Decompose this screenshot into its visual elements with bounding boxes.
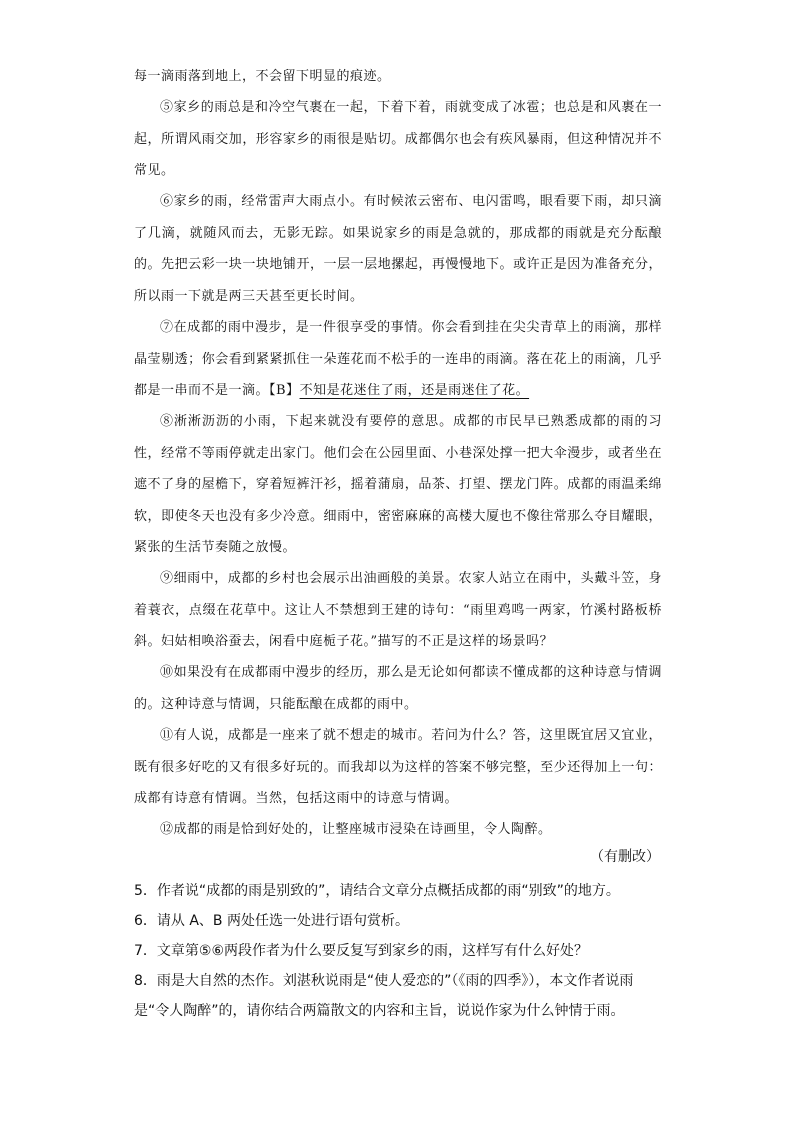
- question-5: 5．作者说“成都的雨是别致的”，请结合文章分点概括成都的雨“别致”的地方。: [134, 883, 620, 899]
- paragraph-9: ⑨细雨中，成都的乡村也会展示出油画般的美景。农家人站立在雨中，头戴斗笠，身着蓑衣，点缀在花草中。这让人不禁想到王建的诗句：“雨里鸡鸣一两家，竹溪村路板桥斜。妇姑相唤浴蚕去，闲看中庭栀子花。”描写的不正是这样的场景吗？: [134, 571, 662, 649]
- paragraph-6: ⑥家乡的雨，经常雷声大雨点小。有时候浓云密布、电闪雷鸣，眼看要下雨，却只滴了几滴，就随风而去，无影无踪。如果说家乡的雨是急就的，那成都的雨就是充分酝酿的。先把云彩一块一块地铺开，一层一层地摞起，再慢慢地下。或许正是因为准备充分，所以雨一下就是两三天甚至更长时间。: [134, 194, 662, 304]
- paragraph-12: ⑫成都的雨是恰到好处的，让整座城市浸染在诗画里，令人陶醉。: [160, 822, 552, 837]
- paragraph-5: ⑤家乡的雨总是和冷空气裹在一起，下着下着，雨就变成了冰雹；也总是和风裹在一起，所谓风雨交加，形容家乡的雨很是贴切。成都偶尔也会有疾风暴雨，但这种情况并不常见。: [134, 100, 662, 178]
- paragraph-11: ⑪有人说，成都是一座来了就不想走的城市。若问为什么？答，这里既宜居又宜业，既有很多好吃的又有很多好玩的。而我却以为这样的答案不够完整，至少还得加上一句：成都有诗意有情调。当然，包括这雨中的诗意与情调。: [134, 728, 662, 806]
- paragraph-7: [134, 312, 662, 407]
- paragraph-10: ⑩如果没有在成都雨中漫步的经历，那么是无论如何都读不懂成都的这种诗意与情调的。这种诗意与情调，只能酝酿在成都的雨中。: [134, 665, 662, 712]
- paragraph-8: ⑧淅淅沥沥的小雨，下起来就没有要停的意思。成都的市民早已熟悉成都的雨的习性，经常不等雨停就走出家门。他们会在公园里面、小巷深处撑一把大伞漫步，或者坐在遮不了身的屋檐下，穿着短裤汗衫，摇着蒲扇，品茶、打望、摆龙门阵。成都的雨温柔绵软，即使冬天也没有多少冷意。细雨中，密密麻麻的高楼大厦也不像往常那么夺目耀眼，紧张的生活节奏随之放慢。: [134, 414, 662, 555]
- source-note: （有删改）: [590, 849, 660, 865]
- question-8: 8．雨是大自然的杰作。刘湛秋说雨是“使人爱恋的”（《雨的四季》），本文作者说雨是“令人陶醉”的，请你结合两篇散文的内容和主旨，说说作家为什么钟情于雨。: [134, 973, 634, 1019]
- question-7: 7．文章第⑤⑥两段作者为什么要反复写到家乡的雨，这样写有什么好处？: [134, 943, 589, 959]
- paragraph-continuation: 每一滴雨落到地上，不会留下明显的痕迹。: [134, 69, 391, 84]
- question-6: 6．请从 A、B 两处任选一处进行语句赏析。: [134, 913, 409, 929]
- paragraph-7-text: ⑦在成都的雨中漫步，是一件很享受的事情。你会看到挂在尖尖青草上的雨滴，那样晶莹剔透；你会看到紧紧抓住一朵莲花而不松手的一连串的雨滴。落在花上的雨滴，几乎都是一串而不是一滴。【B】: [134, 320, 662, 398]
- sentence-b-underlined: 不知是花迷住了雨，还是雨迷住了花。: [299, 383, 530, 398]
